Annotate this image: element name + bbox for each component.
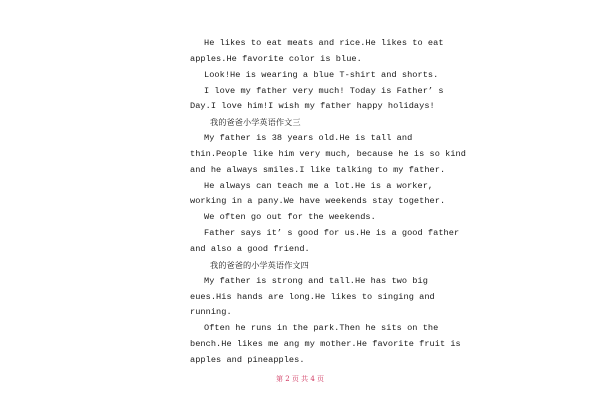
paragraph-line-4: I love my father very much! Today is Father’ s — [204, 85, 444, 96]
paragraph-line-1: He likes to eat meats and rice.He likes to eat — [204, 38, 444, 48]
paragraph-line-2: apples.He favorite color is blue. — [190, 53, 362, 64]
page-number-footer: 第 2 页 共 4 页 — [275, 375, 325, 383]
paragraph-line-17: Often he runs in the park.Then he sits on the — [204, 323, 439, 334]
paragraph-line-13: and also a good friend. — [190, 243, 310, 254]
paragraph-line-8: and he always smiles.I like talking to my father. — [190, 164, 446, 175]
document-body — [190, 36, 466, 369]
paragraph-line-19: apples and pineapples. — [190, 354, 305, 365]
section-heading-4: 我的爸爸的小学英语作文四 — [210, 259, 309, 270]
paragraph-line-16: running. — [190, 307, 232, 318]
paragraph-line-6: My father is 38 years old.He is tall and — [204, 133, 413, 144]
section-heading-3: 我的爸爸小学英语作文三 — [210, 117, 301, 128]
paragraph-line-18: bench.He likes me ang my mother.He favorite fruit is — [190, 339, 461, 350]
paragraph-line-15: eues.His hands are long.He likes to singing and — [190, 291, 435, 302]
paragraph-line-14: My father is strong and tall.He has two big — [204, 275, 428, 286]
paragraph-line-7: thin.People like him very much, because he is so kind — [190, 148, 466, 159]
paragraph-line-12: Father says it’ s good for us.He is a good father — [204, 228, 460, 239]
paragraph-line-10: working in a pany.We have weekends stay together. — [190, 196, 446, 207]
paragraph-line-9: He always can teach me a lot.He is a worker, — [204, 180, 434, 191]
paragraph-line-3: Look!He is wearing a blue T-shirt and shorts. — [204, 69, 439, 80]
paragraph-line-5: Day.I love him!I wish my father happy holidays! — [190, 101, 435, 112]
paragraph-line-11: We often go out for the weekends. — [204, 212, 376, 223]
